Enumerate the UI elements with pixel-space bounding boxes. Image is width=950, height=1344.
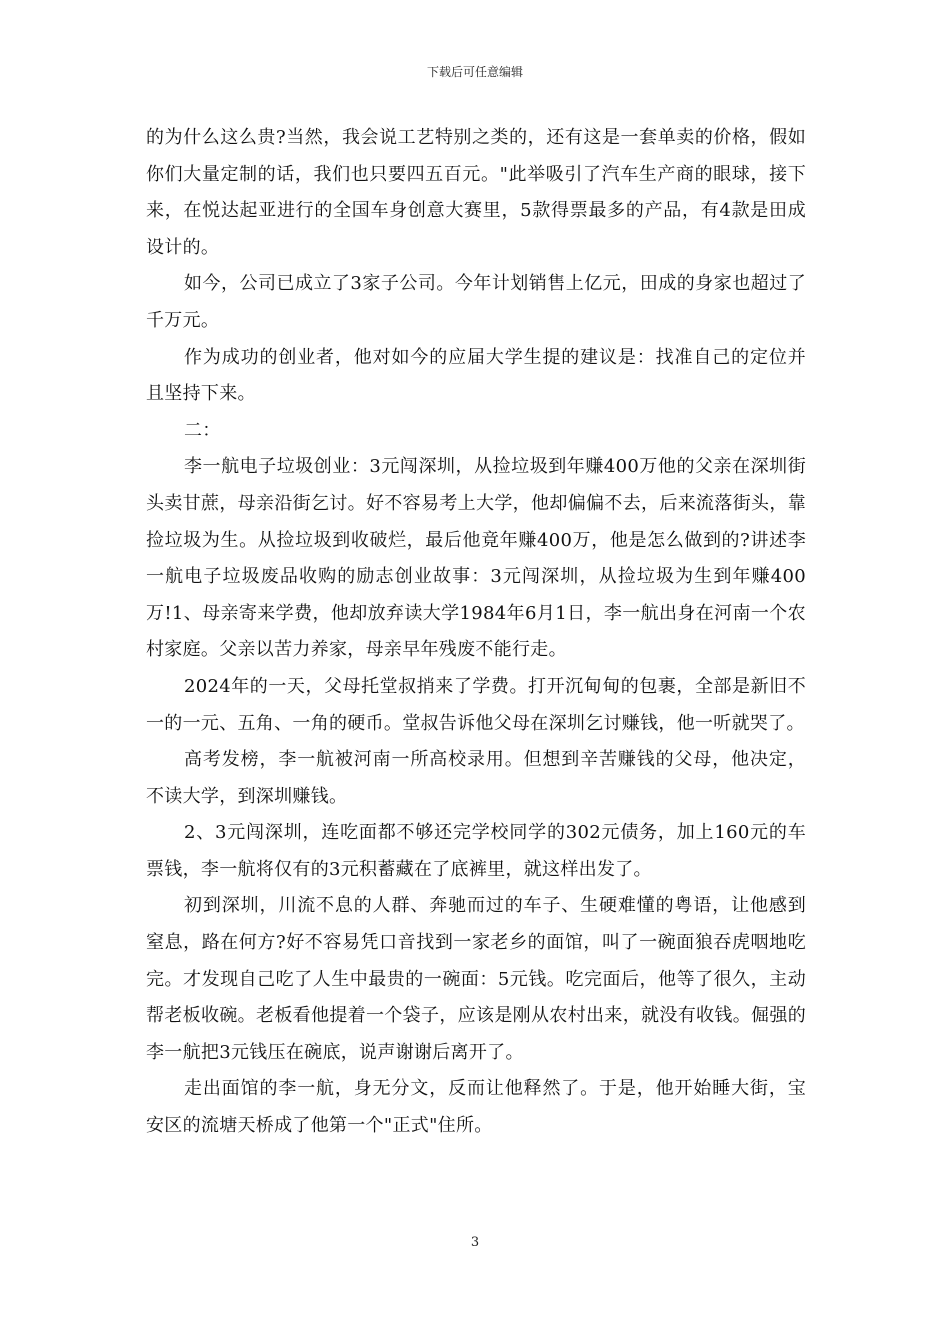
paragraph-continuation: 的为什么这么贵?当然，我会说工艺特别之类的，还有这是一套单卖的价格，假如你们大量定制的话，我们也只要四五百元。"此举吸引了汽车生产商的眼球，接下来，在悦达起亚进行的全国车身创意大赛里，5款得票最多的产品，有4款是田成设计的。 bbox=[146, 127, 806, 258]
paragraph: 初到深圳，川流不息的人群、奔驰而过的车子、生硬难懂的粤语，让他感到窒息，路在何方?好不容易凭口音找到一家老乡的面馆，叫了一碗面狼吞虎咽地吃完。才发现自己吃了人生中最贵的一碗面：5元钱。吃完面后，他等了很久，主动帮老板收碗。老板看他提着一个袋子，应该是刚从农村出来，就没有收钱。倔强的李一航把3元钱压在碗底，说声谢谢后离开了。 bbox=[146, 895, 806, 1063]
paragraph: 作为成功的创业者，他对如今的应届大学生提的建议是：找准自己的定位并且坚持下来。 bbox=[146, 346, 806, 405]
paragraph: 2、3元闯深圳，连吃面都不够还完学校同学的302元债务，加上160元的车票钱，李一航将仅有的3元积蓄藏在了底裤里，就这样出发了。 bbox=[146, 822, 806, 880]
paragraph: 高考发榜，李一航被河南一所高校录用。但想到辛苦赚钱的父母，他决定，不读大学，到深圳赚钱。 bbox=[146, 749, 806, 807]
page-number: 3 bbox=[470, 1235, 480, 1250]
paragraph: 如今，公司已成立了3家子公司。今年计划销售上亿元，田成的身家也超过了千万元。 bbox=[146, 273, 806, 331]
paragraph: 走出面馆的李一航，身无分文，反而让他释然了。于是，他开始睡大街，宝安区的流塘天桥成了他第一个"正式"住所。 bbox=[146, 1078, 806, 1137]
section-heading: 二： bbox=[184, 419, 221, 441]
page-header: 下载后可任意编辑 bbox=[426, 65, 523, 79]
paragraph: 2024年的一天，父母托堂叔捎来了学费。打开沉甸甸的包裹，全部是新旧不一的一元、五角、一角的硬币。堂叔告诉他父母在深圳乞讨赚钱，他一听就哭了。 bbox=[146, 675, 806, 734]
document-body bbox=[146, 120, 806, 1145]
paragraph: 李一航电子垃圾创业：3元闯深圳，从捡垃圾到年赚400万他的父亲在深圳街头卖甘蔗，母亲沿街乞讨。好不容易考上大学，他却偏偏不去，后来流落街头，靠捡垃圾为生。从捡垃圾到收破烂，最后他竟年赚400万，他是怎么做到的?讲述李一航电子垃圾废品收购的励志创业故事：3元闯深圳，从捡垃圾为生到年赚400万!1、母亲寄来学费，他却放弃读大学1984年6月1日，李一航出身在河南一个农村家庭。父亲以苦力养家，母亲早年残废不能行走。 bbox=[146, 456, 806, 661]
